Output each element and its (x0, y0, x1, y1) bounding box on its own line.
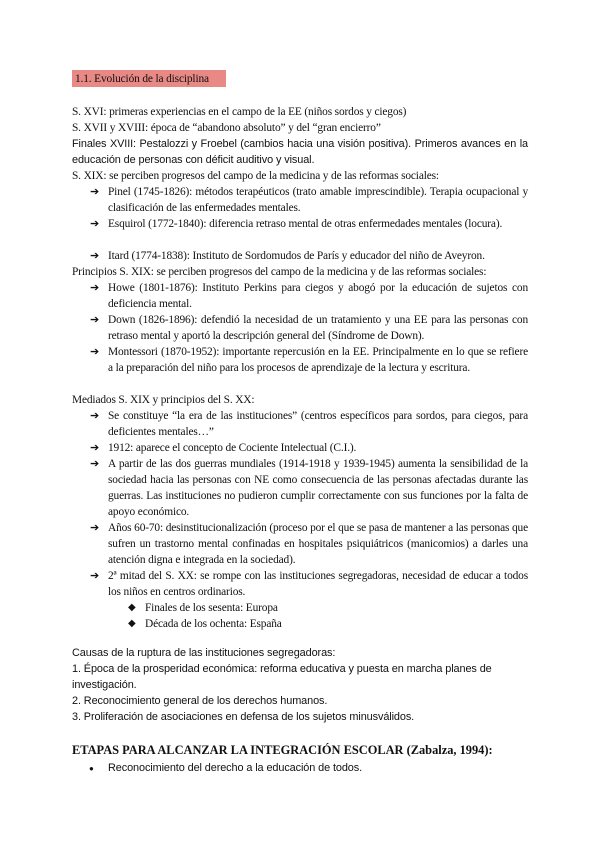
section-title: 1.1. Evolución de la disciplina (75, 73, 209, 85)
list-item-ci: 1912: aparece el concepto de Cociente Intelectual (C.I.). (108, 442, 357, 454)
arrow-icon: ➔ (90, 346, 100, 358)
timeline-s16: S. XVI: primeras experiencias en el campo de la EE (niños sordos y ciegos) (72, 106, 407, 118)
stages-title: ETAPAS PARA ALCANZAR LA INTEGRACIÓN ESCOLAR (Zabalza, 1994): (72, 743, 493, 757)
list-item-montessori: Montessori (1870-1952): importante repercusión en la EE. Principalmente en lo que se refiere a la preparación del niño para los procesos de aprendizaje de la lectura y escritura. (108, 346, 528, 374)
causes-header: Causas de la ruptura de las instituciones segregadoras: (72, 647, 336, 659)
sub-item-spain: Década de los ochenta: España (145, 618, 282, 630)
arrow-icon: ➔ (90, 442, 100, 454)
timeline-s19: S. XIX: se perciben progresos del campo de la medicina y de las reformas sociales: (72, 170, 439, 182)
list-item-howe: Howe (1801-1876): Instituto Perkins para ciegos y abogó por la educación de sujetos con deficiencia mental. (108, 282, 528, 310)
cause-3: 3. Proliferación de asociaciones en defensa de los sujetos minusválidos. (72, 711, 415, 723)
list-item-itard: Itard (1774-1838): Instituto de Sordomudos de París y educador del niño de Aveyron. (108, 250, 485, 262)
arrow-icon: ➔ (90, 522, 100, 534)
list-item-wars: A partir de las dos guerras mundiales (1914-1918 y 1939-1945) aumenta la sensibilidad de la sociedad hacia las personas con NE como consecuencia de las personas afectadas durante las guerras. Las instituciones no pudieron cumplir correctamente con sus funciones por la falta de apoyo económico. (108, 458, 528, 518)
arrow-icon: ➔ (90, 282, 100, 294)
diamond-icon: ◆ (128, 602, 136, 613)
arrow-icon: ➔ (90, 458, 100, 470)
arrow-icon: ➔ (90, 250, 100, 262)
early-header: Principios S. XIX: se perciben progresos del campo de la medicina y de las reformas sociales: (72, 266, 487, 278)
arrow-icon: ➔ (90, 410, 100, 422)
arrow-icon: ➔ (90, 218, 100, 230)
cause-2: 2. Reconocimiento general de los derechos humanos. (72, 695, 328, 707)
list-item-second-half: 2ª mitad del S. XX: se rompe con las instituciones segregadoras, necesidad de educar a todos los niños en centros ordinarios. (108, 570, 528, 598)
arrow-icon: ➔ (90, 186, 100, 198)
list-item-down: Down (1826-1896): defendió la necesidad de un tratamiento y una EE para las personas con retraso mental y aportó la descripción general del (Síndrome de Down). (108, 314, 528, 342)
cause-1: 1. Época de la prosperidad económica: reforma educativa y puesta en marcha planes de investigación. (72, 663, 492, 691)
timeline-s17-18: S. XVII y XVIII: época de “abandono absoluto” y del “gran encierro” (72, 122, 381, 134)
sub-item-europe: Finales de los sesenta: Europa (145, 602, 278, 614)
list-item-institutions: Se constituye “la era de las instituciones” (centros específicos para sordos, para ciegos, para deficientes mentales…” (108, 410, 528, 438)
arrow-icon: ➔ (90, 314, 100, 326)
timeline-late-18: Finales XVIII: Pestalozzi y Froebel (cambios hacia una visión positiva). Primeros avances en la educación de personas con déficit auditivo y visual. (72, 138, 528, 166)
arrow-icon: ➔ (90, 570, 100, 582)
list-item-esquirol: Esquirol (1772-1840): diferencia retraso mental de otras enfermedades mentales (locura). (108, 218, 503, 230)
list-item-deinstitutionalization: Años 60-70: desinstitucionalización (proceso por el que se pasa de mantener a las personas que sufren un trastorno mental confinadas en hospitales psiquiátricos (manicomios) a darles una atención digna e integrada en la sociedad). (108, 522, 528, 566)
stage-item: Reconocimiento del derecho a la educación de todos. (108, 762, 363, 774)
diamond-icon: ◆ (128, 618, 136, 629)
list-item-pinel: Pinel (1745-1826): métodos terapéuticos (trato amable imprescindible). Terapia ocupacional y clasificación de las enfermedades mentales. (108, 186, 528, 214)
bullet-icon: ● (89, 764, 94, 773)
mid-header: Mediados S. XIX y principios del S. XX: (72, 394, 255, 406)
